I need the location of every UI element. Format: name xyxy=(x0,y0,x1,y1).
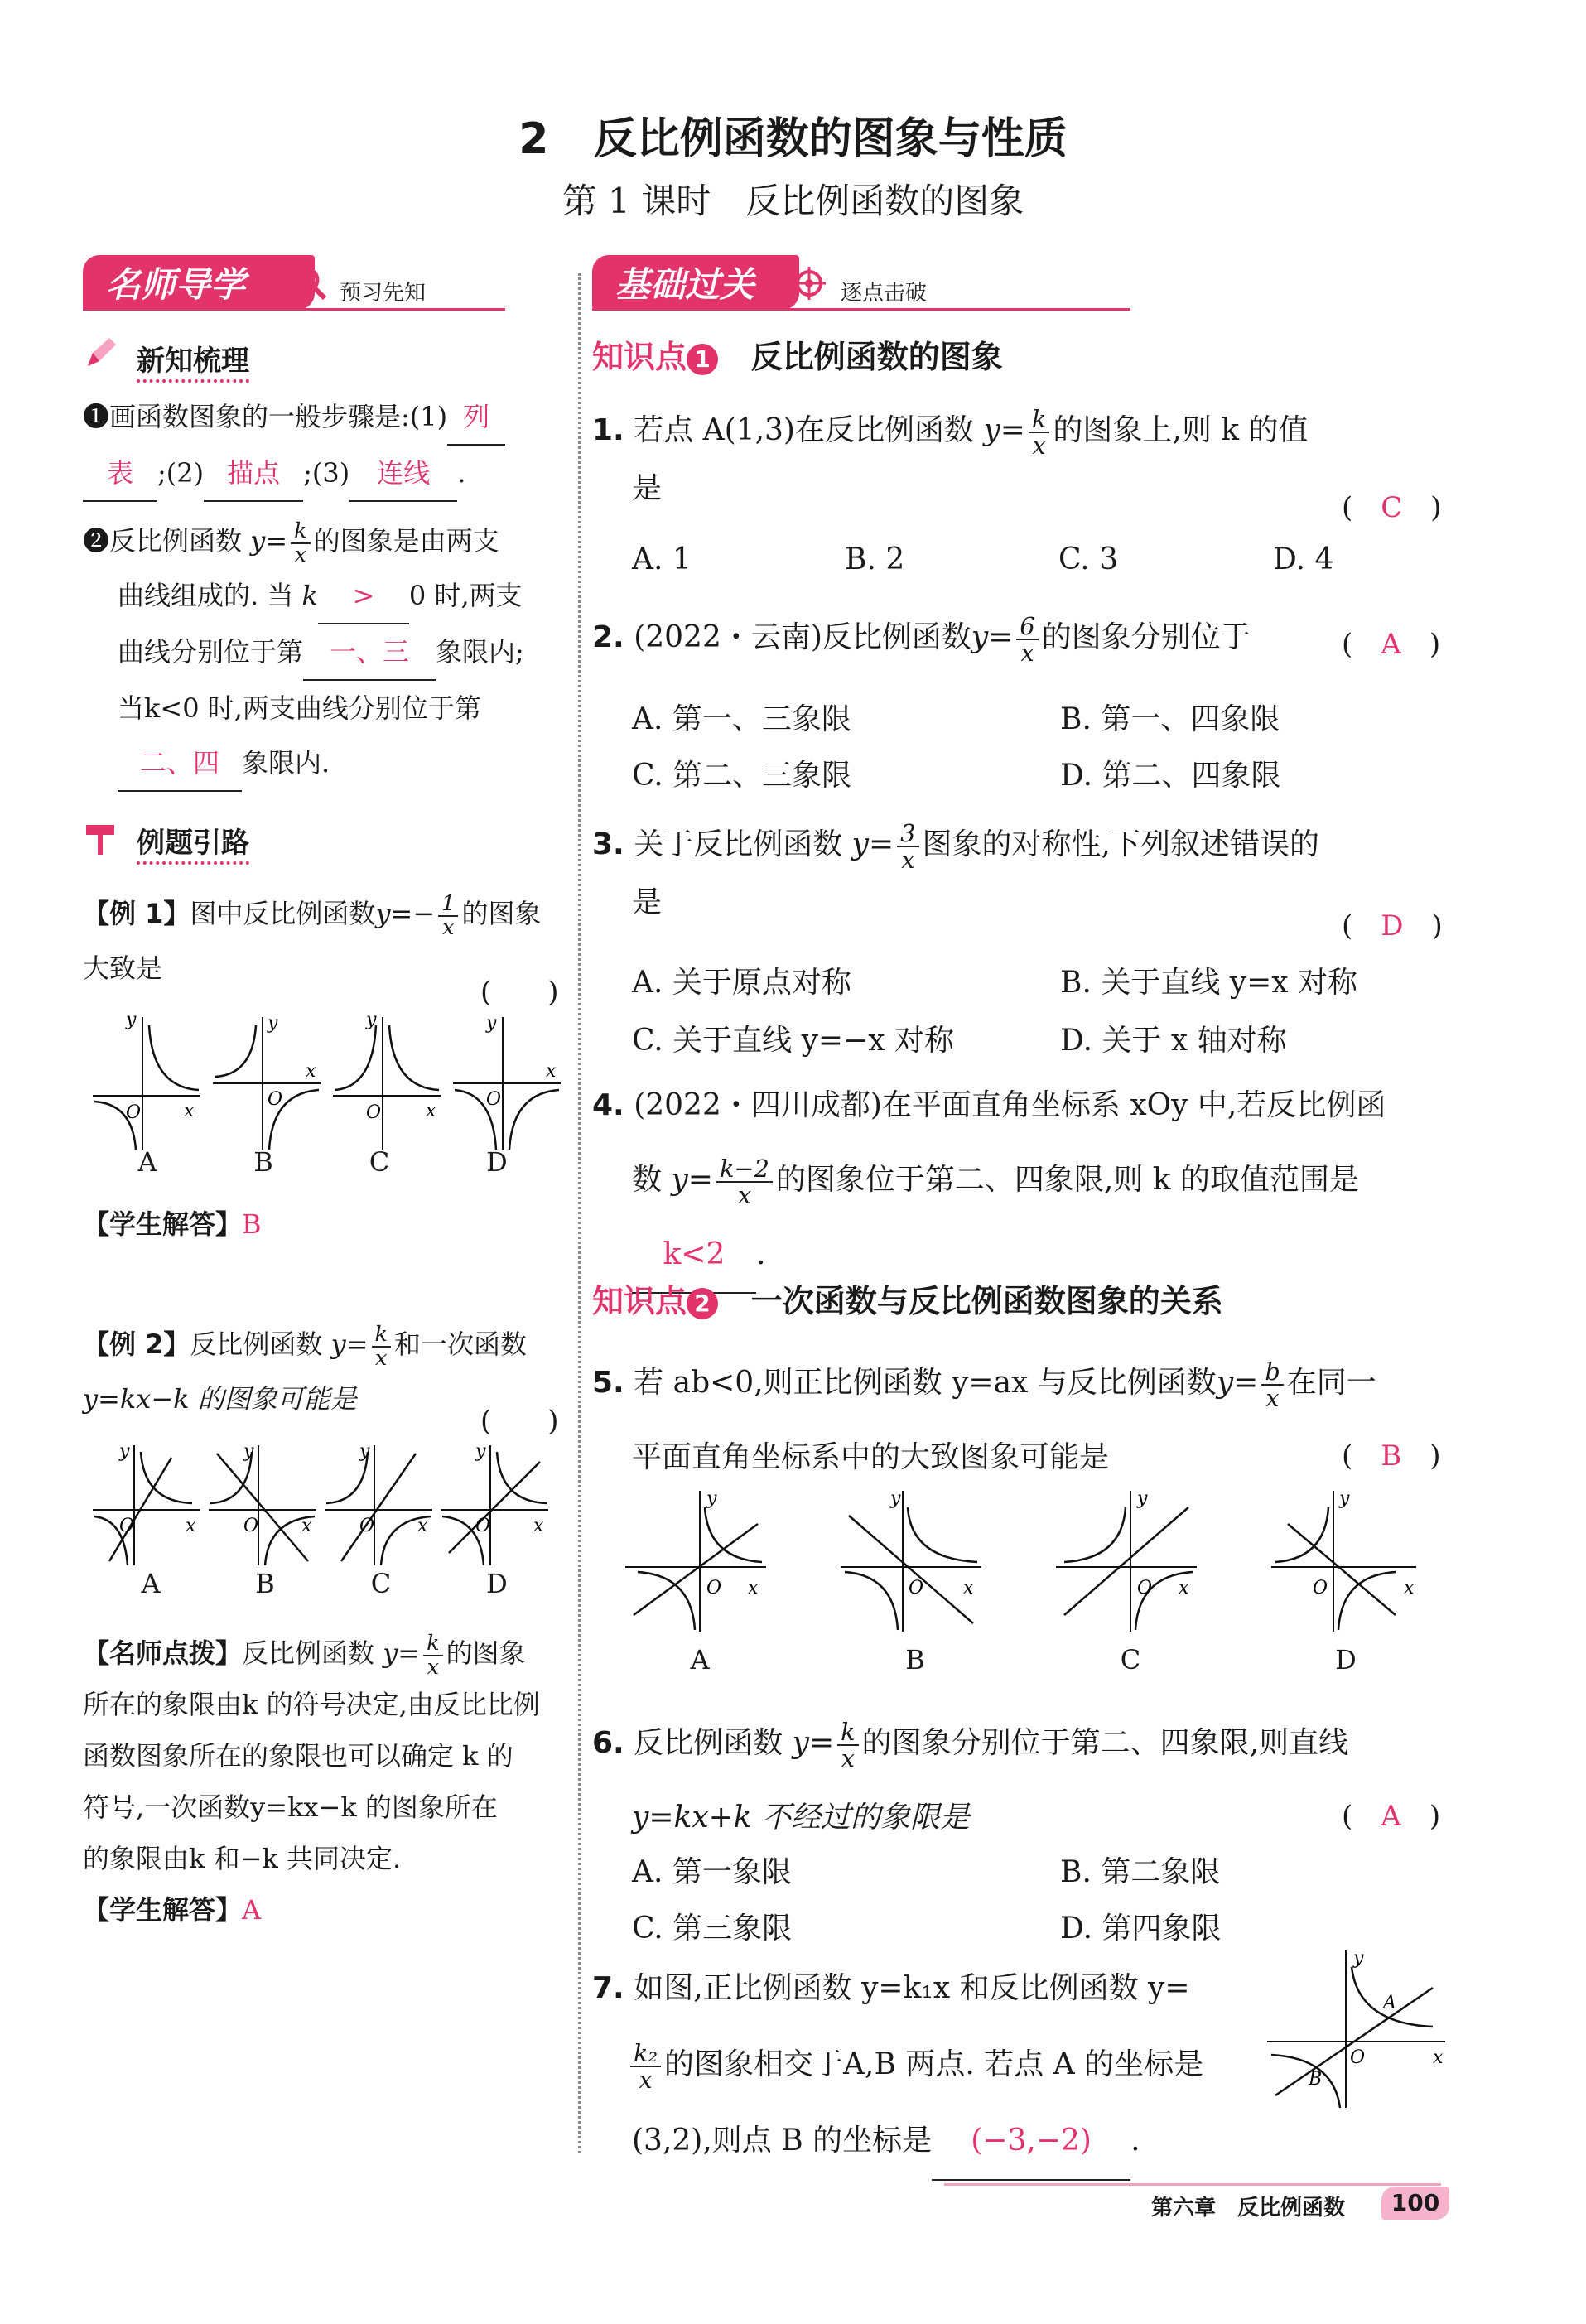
option: B. 第二象限 xyxy=(1060,1855,1221,1889)
banner-line xyxy=(83,308,505,311)
question-7: 7. 如图,正比例函数 y=k₁x 和反比例函数 y= $\frac{\text{k₂}}{x}$ 的图象相交于A,B 两点. 若点 A 的坐标是 (3,2),则点 B 的坐标是 (−3,−2) . xyxy=(592,1950,1271,2181)
graph-label: D xyxy=(1335,1644,1357,1675)
answer-paren: ( A ) xyxy=(1342,1800,1441,1833)
graph-label: A xyxy=(690,1644,710,1675)
graph-label: B xyxy=(253,1146,273,1178)
svg-text:O: O xyxy=(126,1102,142,1123)
knowledge-item-1: ❶画函数图象的一般步骤是:(1) 列 表 ;(2) 描点 ;(3) 连线 . xyxy=(83,389,563,502)
search-icon xyxy=(290,263,330,306)
graph-label: A xyxy=(137,1146,157,1178)
svg-text:y: y xyxy=(243,1441,254,1462)
graph-a xyxy=(625,1488,766,1632)
question-2: 2. (2022・云南)反比例函数y= $\frac{6}{x}$ 的图象分别位于 xyxy=(592,611,1251,667)
graph-label: D xyxy=(486,1146,508,1178)
svg-text:y: y xyxy=(1339,1488,1350,1509)
student-answer-1: 【学生解答】B xyxy=(83,1208,262,1240)
svg-text:O: O xyxy=(475,1516,491,1536)
option: A. 第一象限 xyxy=(632,1855,792,1889)
svg-text:x: x xyxy=(1433,2047,1444,2068)
banner-sub: 预习先知 xyxy=(340,281,427,306)
teacher-tip: 【名师点拨】反比例函数 y= $\frac{k}{x}$ 的图象 所在的象限由k 的符号决定,由反比比例 函数图象所在的象限也可以确定 k 的 符号,一次函数y=kx−k 的图象所在 的象限由k 和−k 共同决定. 【学生解答】A xyxy=(83,1630,540,1926)
option: C. 第二、三象限 xyxy=(632,759,852,793)
graph-d xyxy=(441,1441,548,1565)
answer-paren: ( ) xyxy=(480,1405,559,1438)
svg-text:x: x xyxy=(546,1061,557,1082)
svg-text:y: y xyxy=(119,1441,130,1462)
svg-text:O: O xyxy=(1313,1578,1328,1598)
banner-basic-pass: 基础过关 xyxy=(592,255,799,310)
example-1-graphs xyxy=(93,1010,573,1161)
graph-label: C xyxy=(370,1568,392,1599)
option: C. 第三象限 xyxy=(632,1912,793,1946)
answer-paren: ( A ) xyxy=(1342,628,1441,661)
example-2: 【例 2】反比例函数 y= $\frac{k}{x}$ 和一次函数 y=kx−k 的图象可能是 xyxy=(83,1321,528,1415)
svg-text:x: x xyxy=(417,1516,428,1536)
banner-teacher-guide: 名师导学 xyxy=(83,255,315,310)
svg-text:y: y xyxy=(475,1441,486,1462)
question-6: 6. 反比例函数 y= $\frac{k}{x}$ 的图象分别位于第二、四象限,则直线 y=kx+k 不经过的象限是 xyxy=(592,1717,1349,1835)
option: D. 关于 x 轴对称 xyxy=(1060,1024,1287,1058)
option: B. 第一、四象限 xyxy=(1060,702,1280,736)
section-title: 2 反比例函数的图象与性质 xyxy=(518,114,1068,164)
svg-text:O: O xyxy=(706,1578,722,1598)
footer-line xyxy=(944,2183,1441,2186)
svg-text:y: y xyxy=(706,1488,717,1509)
option: A. 第一、三象限 xyxy=(632,702,851,736)
svg-text:O: O xyxy=(359,1516,375,1536)
banner-sub: 逐点击破 xyxy=(841,281,928,306)
graph-c xyxy=(1056,1488,1197,1632)
heading-new-knowledge: 新知梳理 xyxy=(137,338,249,378)
column-divider xyxy=(578,273,581,2153)
question-5-graphs xyxy=(625,1488,1462,1635)
knowledge-point-1: 知识点 1 反比例函数的图象 xyxy=(592,339,1003,375)
svg-text:x: x xyxy=(1404,1578,1415,1598)
svg-text:y: y xyxy=(359,1441,370,1462)
svg-text:x: x xyxy=(426,1101,436,1121)
svg-text:O: O xyxy=(1137,1578,1153,1598)
svg-text:y: y xyxy=(1137,1488,1148,1509)
svg-text:x: x xyxy=(533,1516,544,1536)
svg-text:x: x xyxy=(306,1061,316,1082)
signpost-icon xyxy=(83,820,119,860)
svg-text:x: x xyxy=(1179,1578,1189,1598)
option: A. 1 xyxy=(632,542,692,576)
svg-text:O: O xyxy=(909,1578,924,1598)
graph-b xyxy=(841,1488,981,1632)
graph-label: A xyxy=(141,1568,161,1599)
question-1: 1. 若点 A(1,3)在反比例函数 y= $\frac{k}{x}$ 的图象上,则 k 的值 是 xyxy=(592,404,1309,505)
question-3: 3. 关于反比例函数 y= $\frac{3}{x}$ 图象的对称性,下列叙述错误的 是 xyxy=(592,818,1319,919)
target-icon xyxy=(791,265,827,305)
svg-text:y: y xyxy=(1353,1948,1364,1969)
option: B. 2 xyxy=(845,542,905,576)
answer-paren: ( C ) xyxy=(1342,491,1442,524)
svg-text:x: x xyxy=(748,1578,759,1598)
option: D. 4 xyxy=(1273,542,1334,576)
footer-chapter: 第六章 反比例函数 xyxy=(1151,2196,1346,2220)
svg-text:y: y xyxy=(890,1488,901,1509)
graph-c xyxy=(325,1441,432,1565)
option: B. 关于直线 y=x 对称 xyxy=(1060,966,1358,1000)
graph-label: B xyxy=(905,1644,925,1675)
graph-a xyxy=(93,1010,200,1150)
heading-examples: 例题引路 xyxy=(137,820,249,861)
knowledge-item-2: ❷反比例函数 y= $\frac{k}{x}$ 的图象是由两支 曲线组成的. 当 k > 0 时,两支 曲线分别位于第 一、三 象限内; 当k<0 时,两支曲线分别位于第 二、四 象限内. xyxy=(83,513,563,792)
question-7-graph xyxy=(1267,1950,1449,2111)
graph-c xyxy=(333,1010,441,1150)
svg-text:O: O xyxy=(486,1089,502,1110)
graph-b xyxy=(213,1013,321,1150)
svg-text:O: O xyxy=(119,1516,135,1536)
graph-d xyxy=(1271,1488,1416,1632)
graph-b xyxy=(209,1441,316,1565)
graph-d xyxy=(453,1013,561,1150)
svg-text:x: x xyxy=(301,1516,312,1536)
question-4: 4. (2022・四川成都)在平面直角坐标系 xOy 中,若反比例函 数 y= $\frac{k-2}{x}$ 的图象位于第二、四象限,则 k 的取值范围是 k<2 . xyxy=(592,1068,1470,1294)
svg-text:y: y xyxy=(126,1010,137,1030)
svg-text:O: O xyxy=(243,1516,259,1536)
graph-label: C xyxy=(369,1146,390,1178)
banner-line xyxy=(592,308,1130,311)
svg-text:O: O xyxy=(268,1089,283,1110)
lesson-title: 第 1 课时 反比例函数的图象 xyxy=(562,181,1024,221)
svg-text:x: x xyxy=(963,1578,974,1598)
answer-paren: ( ) xyxy=(480,976,559,1009)
graph-label: D xyxy=(486,1568,508,1599)
svg-text:y: y xyxy=(486,1013,497,1034)
svg-text:O: O xyxy=(1350,2047,1366,2068)
example-1: 【例 1】图中反比例函数y=− $\frac{1}{x}$ 的图象 大致是 xyxy=(83,890,542,984)
svg-text:O: O xyxy=(366,1102,382,1123)
answer-paren: ( D ) xyxy=(1342,909,1443,943)
svg-text:y: y xyxy=(366,1010,377,1030)
option: A. 关于原点对称 xyxy=(632,966,851,1000)
option: C. 3 xyxy=(1058,542,1119,576)
svg-text:y: y xyxy=(268,1013,278,1034)
page-number: 100 xyxy=(1381,2187,1449,2220)
svg-text:x: x xyxy=(186,1516,196,1536)
svg-text:x: x xyxy=(184,1101,195,1121)
answer-paren: ( B ) xyxy=(1342,1439,1441,1473)
question-5: 5. 若 ab<0,则正比例函数 y=ax 与反比例函数y= $\frac{b}{x}$ 在同一 平面直角坐标系中的大致图象可能是 xyxy=(592,1357,1376,1474)
graph-a xyxy=(93,1441,200,1565)
graph-label: B xyxy=(255,1568,275,1599)
option: D. 第二、四象限 xyxy=(1060,759,1281,793)
svg-text:A: A xyxy=(1383,1993,1396,2013)
graph-label: C xyxy=(1120,1644,1141,1675)
pencil-icon xyxy=(83,335,119,374)
knowledge-point-2: 知识点 2 一次函数与反比例函数图象的关系 xyxy=(592,1283,1223,1319)
option: D. 第四象限 xyxy=(1060,1912,1222,1946)
svg-text:B: B xyxy=(1309,2069,1323,2090)
example-2-graphs xyxy=(93,1441,573,1573)
option: C. 关于直线 y=−x 对称 xyxy=(632,1024,955,1058)
